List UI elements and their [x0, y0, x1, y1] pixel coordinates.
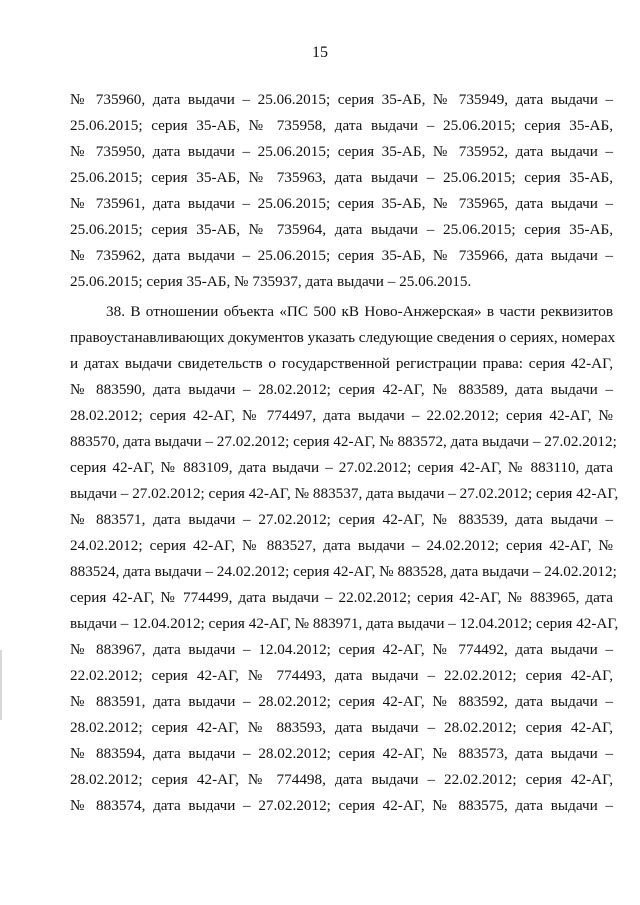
text-line: 25.06.2015; серия 35-АБ, № 735964, дата выдачи – 25.06.2015; серия 35-АБ, — [70, 221, 613, 238]
text-line: и датах выдачи свидетельств о государственной регистрации права: серия 42-АГ, — [70, 355, 613, 372]
text-line: 28.02.2012; серия 42-АГ, № 774497, дата выдачи – 22.02.2012; серия 42-АГ, № — [70, 407, 613, 424]
text-line: выдачи – 12.04.2012; серия 42-АГ, № 883971, дата выдачи – 12.04.2012; серия 42-АГ, — [70, 615, 619, 632]
page-number: 15 — [312, 44, 328, 61]
text-line: 28.02.2012; серия 42-АГ, № 774498, дата выдачи – 22.02.2012; серия 42-АГ, — [70, 771, 613, 788]
text-line: 24.02.2012; серия 42-АГ, № 883527, дата выдачи – 24.02.2012; серия 42-АГ, № — [70, 537, 613, 554]
text-line: 883570, дата выдачи – 27.02.2012; серия 42-АГ, № 883572, дата выдачи – 27.02.2012; — [70, 433, 617, 450]
text-line: № 883571, дата выдачи – 27.02.2012; серия 42-АГ, № 883539, дата выдачи – — [70, 511, 613, 528]
text-line: выдачи – 27.02.2012; серия 42-АГ, № 883537, дата выдачи – 27.02.2012; серия 42-АГ, — [70, 485, 619, 502]
text-line: 22.02.2012; серия 42-АГ, № 774493, дата выдачи – 22.02.2012; серия 42-АГ, — [70, 667, 613, 684]
text-line-paragraph-end: 25.06.2015; серия 35-АБ, № 735937, дата выдачи – 25.06.2015. — [70, 273, 472, 290]
text-line: № 883591, дата выдачи – 28.02.2012; серия 42-АГ, № 883592, дата выдачи – — [70, 693, 613, 710]
text-line: 28.02.2012; серия 42-АГ, № 883593, дата выдачи – 28.02.2012; серия 42-АГ, — [70, 719, 613, 736]
text-line: № 883574, дата выдачи – 27.02.2012; серия 42-АГ, № 883575, дата выдачи – — [70, 797, 613, 814]
text-line: серия 42-АГ, № 883109, дата выдачи – 27.02.2012; серия 42-АГ, № 883110, дата — [70, 459, 613, 476]
paragraph-38-first-line: 38. В отношении объекта «ПС 500 кВ Ново-Анжерская» в части реквизитов — [106, 303, 613, 320]
text-line: правоустанавливающих документов указать следующие сведения о сериях, номерах — [70, 329, 616, 346]
text-line: № 735962, дата выдачи – 25.06.2015; серия 35-АБ, № 735966, дата выдачи – — [70, 247, 613, 264]
text-line: 25.06.2015; серия 35-АБ, № 735963, дата выдачи – 25.06.2015; серия 35-АБ, — [70, 169, 613, 186]
text-line: 25.06.2015; серия 35-АБ, № 735958, дата выдачи – 25.06.2015; серия 35-АБ, — [70, 117, 613, 134]
text-line: 883524, дата выдачи – 24.02.2012; серия 42-АГ, № 883528, дата выдачи – 24.02.2012; — [70, 563, 617, 580]
text-line: № 735950, дата выдачи – 25.06.2015; серия 35-АБ, № 735952, дата выдачи – — [70, 143, 613, 160]
text-line: № 735961, дата выдачи – 25.06.2015; серия 35-АБ, № 735965, дата выдачи – — [70, 195, 613, 212]
text-line: № 883594, дата выдачи – 28.02.2012; серия 42-АГ, № 883573, дата выдачи – — [70, 745, 613, 762]
text-line: № 735960, дата выдачи – 25.06.2015; серия 35-АБ, № 735949, дата выдачи – — [70, 91, 613, 108]
text-line: № 883590, дата выдачи – 28.02.2012; серия 42-АГ, № 883589, дата выдачи – — [70, 381, 613, 398]
scan-edge-shadow — [0, 650, 2, 720]
text-line: № 883967, дата выдачи – 12.04.2012; серия 42-АГ, № 774492, дата выдачи – — [70, 641, 613, 658]
text-line: серия 42-АГ, № 774499, дата выдачи – 22.02.2012; серия 42-АГ, № 883965, дата — [70, 589, 613, 606]
